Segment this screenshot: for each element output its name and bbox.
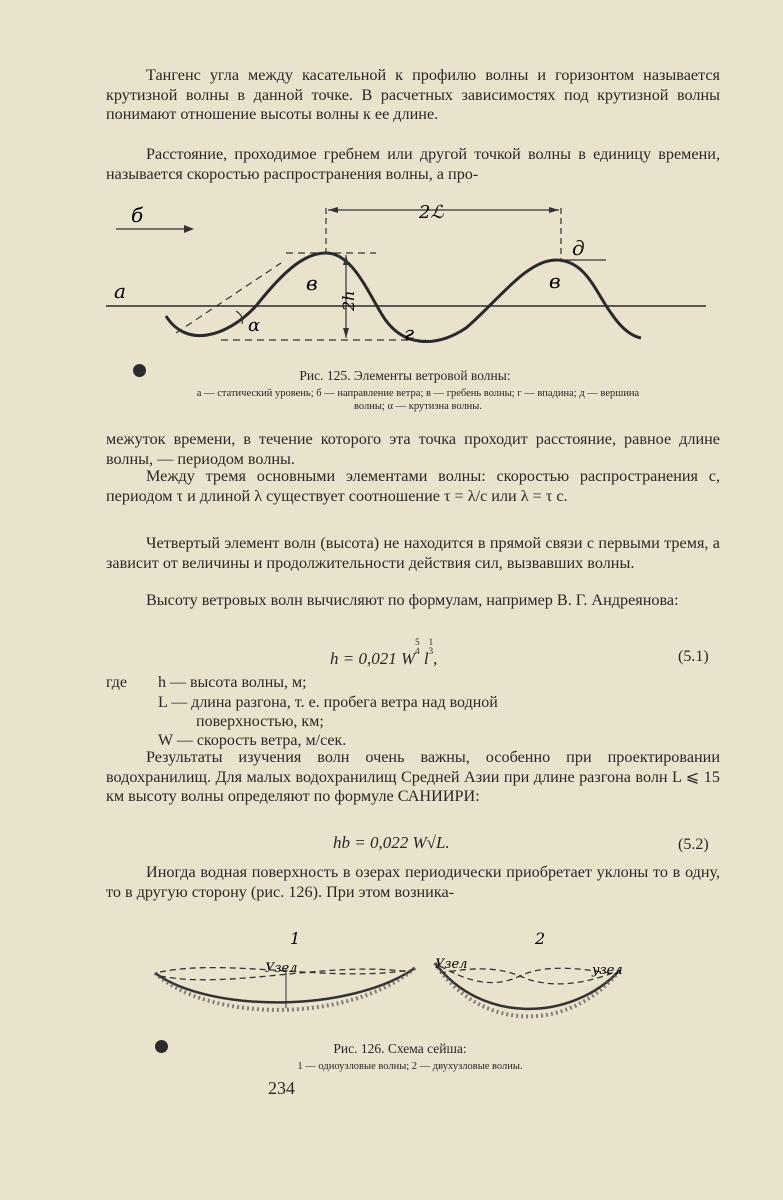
label-2l: 2ℒ [419, 202, 444, 223]
label-a: а [114, 279, 126, 303]
figure125-legend-1: а — статический уровень; б — направление ветра; в — гребень волны; г — впадина; д — вершина [196, 388, 640, 399]
paragraph-relation: Между тремя основными элементами волны: скоростью распространения c, периодом τ и длиной λ существует соотношение τ = λ/c или λ = τ c. [106, 467, 720, 505]
where-word: где [106, 674, 128, 691]
fig126-num2: 2 [535, 929, 546, 948]
paragraph-height: Четвертый элемент волн (высота) не находится в прямой связи с первыми тремя, а зависит от величины и продолжительности действия сил, вызвавших волны. [106, 534, 720, 572]
formula-5-1: h = 0,021 W5 4 l1 3, [330, 637, 438, 668]
formula-5-2: hb = 0,022 W√L. [333, 833, 450, 852]
fig126-num1: 1 [290, 929, 301, 948]
label-v2: в [549, 269, 561, 293]
paragraph-steepness: Тангенс угла между касательной к профилю волны и горизонтом называется крутизной волны в данной точке. В расчетных зависимостях под крутизной волны понимают отношение высоты волны к ее длине. [106, 66, 720, 123]
where-line-h: h — высота волны, м; [158, 674, 307, 691]
scan-hole-mark-2 [155, 1040, 168, 1053]
figure126-caption: Рис. 126. Схема сейша: [333, 1041, 467, 1056]
label-d: д [572, 236, 585, 260]
page-number: 234 [268, 1078, 295, 1098]
figure126-legend: 1 — одноузловые волны; 2 — двухузловые волны. [297, 1061, 523, 1072]
fig126-node2a: Узел [435, 957, 468, 972]
where-line-w: W — скорость ветра, м/сек. [158, 732, 347, 749]
paragraph-seiche: Иногда водная поверхность в озерах периодически приобретает уклоны то в одну, то в другую сторону (рис. 126). При этом возника- [106, 863, 720, 901]
label-2h: 2h [339, 290, 358, 311]
paragraph-speed: Расстояние, проходимое гребнем или другой точкой волны в единицу времени, называется скоростью распространения волны, а про- [106, 145, 720, 183]
label-alpha: α [248, 315, 261, 336]
figure125-caption: Рис. 125. Элементы ветровой волны: [299, 368, 511, 383]
paragraph-andreyanov: Высоту ветровых волн вычисляют по формулам, например В. Г. Андреянова: [146, 591, 679, 609]
seiche-diagram [150, 928, 630, 1038]
figure125-legend-2: волны; α — крутизна волны. [354, 401, 482, 412]
label-g: г [404, 321, 415, 345]
label-v1: в [306, 271, 318, 295]
wind-wave-diagram [106, 198, 726, 363]
scan-hole-mark [133, 364, 146, 377]
paragraph-saniiri: Результаты изучения волн очень важны, особенно при проектировании водохранилищ. Для малых водохранилищ Средней Азии при длине разгона волн L ⩽ 15 км высоту волны определяют по формуле САНИИРИ: [106, 748, 720, 805]
fig126-node2b: узел [592, 963, 623, 978]
where-line-l: L — длина разгона, т. е. пробега ветра над водной [158, 694, 498, 711]
paragraph-period: межуток времени, в течение которого эта точка проходит расстояние, равное длине волны, — периодом волны. [106, 430, 720, 468]
equation-number-5-1: (5.1) [678, 648, 709, 665]
where-line-surface: поверхностью, км; [196, 713, 324, 730]
equation-number-5-2: (5.2) [678, 836, 709, 853]
fig126-node1: Узел [265, 961, 298, 976]
label-b: б [131, 203, 144, 227]
